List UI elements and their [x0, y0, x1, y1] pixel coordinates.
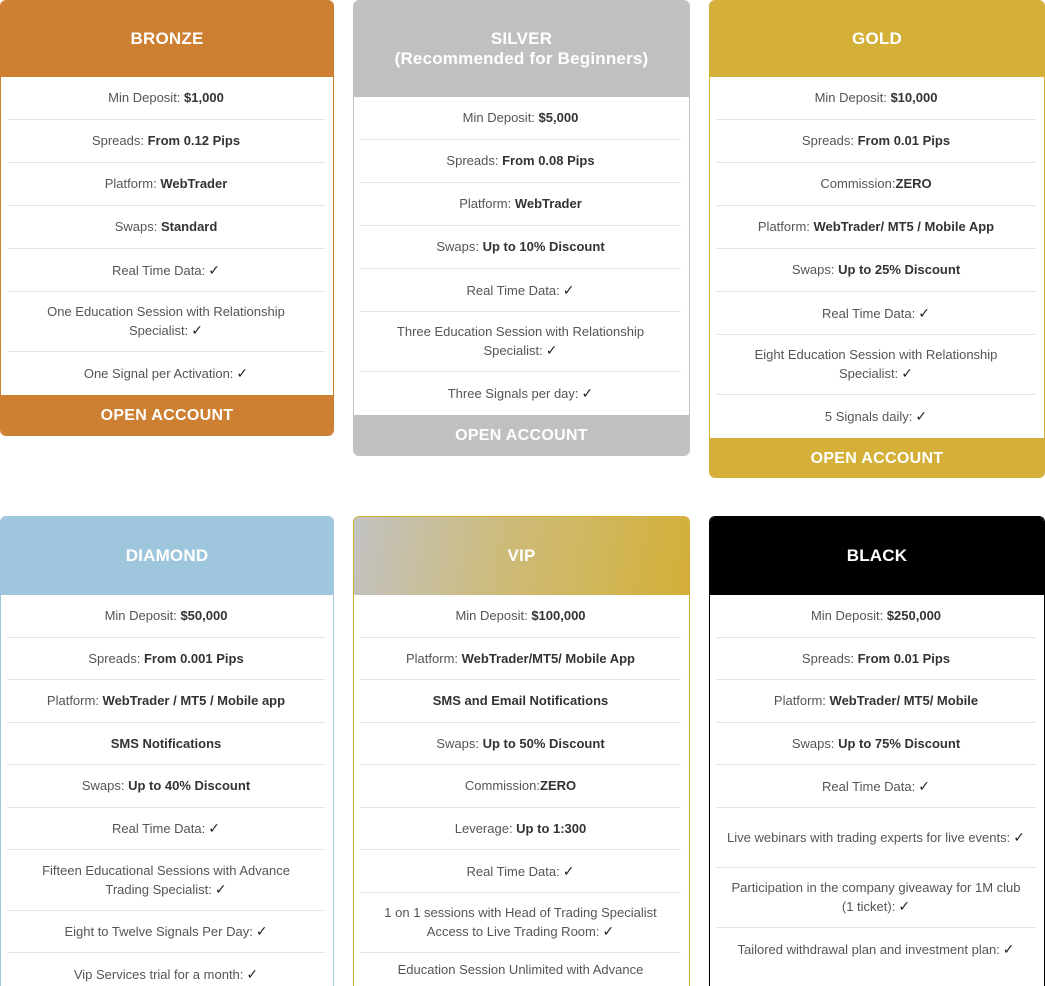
feature-min-deposit: Min Deposit: $50,000 — [7, 595, 325, 638]
plan-card-bronze — [0, 0, 334, 436]
plan-subtitle: (Recommended for Beginners) — [394, 49, 649, 68]
plan-card-vip — [353, 516, 690, 986]
feature-platform: Platform: WebTrader / MT5 / Mobile app — [7, 680, 325, 723]
feature-platform: Platform: WebTrader — [7, 163, 325, 206]
plan-card-diamond — [0, 516, 334, 986]
check-icon: ✓ — [1013, 829, 1025, 845]
feature-swaps: Swaps: Up to 10% Discount — [360, 226, 681, 269]
plan-header-black — [710, 517, 1044, 595]
check-icon: ✓ — [602, 923, 615, 939]
check-icon: ✓ — [208, 820, 220, 836]
feature-platform: Platform: WebTrader/MT5/ Mobile App — [360, 638, 681, 680]
feature-head-of-trading: 1 on 1 sessions with Head of Trading Specialist Access to Live Trading Room: ✓ — [360, 893, 681, 953]
check-icon: ✓ — [562, 862, 575, 879]
check-icon: ✓ — [918, 777, 930, 794]
check-icon: ✓ — [246, 965, 259, 982]
open-account-button-silver[interactable]: OPEN ACCOUNT — [354, 415, 689, 456]
check-icon: ✓ — [901, 365, 913, 381]
feature-platform: Platform: WebTrader/ MT5/ Mobile — [716, 680, 1036, 723]
plan-features — [716, 595, 1036, 970]
feature-min-deposit: Min Deposit: $1,000 — [7, 77, 325, 120]
plan-title: VIP — [507, 546, 536, 565]
feature-spreads: Spreads: From 0.08 Pips — [360, 140, 681, 183]
feature-swaps: Swaps: Up to 50% Discount — [360, 723, 681, 765]
plan-title: DIAMOND — [125, 546, 209, 565]
feature-real-time-data: Real Time Data: ✓ — [716, 765, 1036, 808]
plan-header-bronze — [1, 1, 333, 77]
feature-education: Eight Education Session with Relationship Specialist: ✓ — [716, 335, 1036, 395]
feature-swaps: Swaps: Up to 25% Discount — [716, 249, 1036, 292]
plan-title: GOLD — [852, 29, 902, 48]
plan-card-black — [709, 516, 1045, 986]
feature-education: Education Session Unlimited with Advance — [397, 962, 644, 977]
feature-education: Fifteen Educational Sessions with Advance Trading Specialist: ✓ — [7, 850, 325, 911]
check-icon: ✓ — [898, 898, 911, 914]
plan-features — [7, 77, 325, 395]
check-icon: ✓ — [562, 281, 575, 298]
feature-min-deposit: Min Deposit: $100,000 — [360, 595, 681, 638]
check-icon: ✓ — [915, 408, 928, 424]
check-icon: ✓ — [581, 385, 594, 401]
check-icon: ✓ — [1002, 940, 1015, 957]
feature-min-deposit: Min Deposit: $250,000 — [716, 595, 1036, 638]
plan-card-gold — [709, 0, 1045, 478]
feature-live-webinars: Live webinars with trading experts for live events: ✓ — [716, 808, 1036, 868]
check-icon: ✓ — [191, 322, 203, 338]
feature-signals: 5 Signals daily: ✓ — [824, 408, 928, 424]
feature-min-deposit: Min Deposit: $10,000 — [716, 77, 1036, 120]
feature-platform: Platform: WebTrader/ MT5 / Mobile App — [716, 206, 1036, 249]
feature-signals: Eight to Twelve Signals Per Day: ✓ — [7, 911, 325, 953]
feature-spreads: Spreads: From 0.01 Pips — [716, 638, 1036, 680]
plan-card-silver — [353, 0, 690, 456]
plan-features — [7, 595, 325, 986]
plan-title: BRONZE — [130, 29, 204, 48]
check-icon: ✓ — [214, 880, 227, 897]
check-icon: ✓ — [255, 923, 268, 939]
feature-min-deposit: Min Deposit: $5,000 — [360, 97, 681, 140]
feature-vip-trial: Vip Services trial for a month: ✓ — [73, 965, 259, 982]
plan-features — [360, 595, 681, 986]
feature-swaps: Swaps: Up to 75% Discount — [716, 723, 1036, 765]
plan-header-diamond — [1, 517, 333, 595]
feature-spreads: Spreads: From 0.01 Pips — [716, 120, 1036, 163]
check-icon: ✓ — [208, 261, 220, 278]
feature-leverage: Leverage: Up to 1:300 — [360, 808, 681, 850]
feature-notifications: SMS and Email Notifications — [360, 680, 681, 723]
feature-education: Three Education Session with Relationship Specialist: ✓ — [360, 312, 681, 372]
feature-spreads: Spreads: From 0.001 Pips — [7, 638, 325, 680]
feature-platform: Platform: WebTrader — [360, 183, 681, 226]
plan-header-silver — [354, 1, 689, 97]
feature-real-time-data: Real Time Data: ✓ — [716, 292, 1036, 335]
feature-notifications: SMS Notifications — [7, 723, 325, 765]
feature-real-time-data: Real Time Data: ✓ — [360, 269, 681, 312]
feature-giveaway: Participation in the company giveaway for 1M club (1 ticket): ✓ — [716, 868, 1036, 928]
feature-swaps: Swaps: Standard — [7, 206, 325, 249]
feature-education: One Education Session with Relationship Specialist: ✓ — [7, 292, 325, 352]
plan-title: BLACK — [846, 546, 908, 565]
feature-real-time-data: Real Time Data: ✓ — [7, 808, 325, 850]
feature-spreads: Spreads: From 0.12 Pips — [7, 120, 325, 163]
open-account-button-gold[interactable]: OPEN ACCOUNT — [710, 438, 1044, 478]
plan-header-vip — [354, 517, 689, 595]
feature-real-time-data: Real Time Data: ✓ — [7, 249, 325, 292]
feature-commission: Commission:ZERO — [716, 163, 1036, 206]
feature-commission: Commission:ZERO — [360, 765, 681, 808]
feature-withdrawal-plan: Tailored withdrawal plan and investment plan: ✓ — [737, 940, 1015, 957]
plan-features — [360, 97, 681, 415]
check-icon: ✓ — [236, 365, 249, 381]
plan-features — [716, 77, 1036, 438]
feature-real-time-data: Real Time Data: ✓ — [360, 850, 681, 893]
open-account-button-bronze[interactable]: OPEN ACCOUNT — [1, 395, 333, 436]
feature-signals: One Signal per Activation: ✓ — [83, 365, 249, 381]
check-icon: ✓ — [545, 342, 558, 358]
feature-signals: Three Signals per day: ✓ — [447, 385, 594, 401]
check-icon: ✓ — [918, 304, 930, 321]
plan-title: SILVER — [490, 29, 553, 48]
feature-swaps: Swaps: Up to 40% Discount — [7, 765, 325, 808]
plan-header-gold — [710, 1, 1044, 77]
